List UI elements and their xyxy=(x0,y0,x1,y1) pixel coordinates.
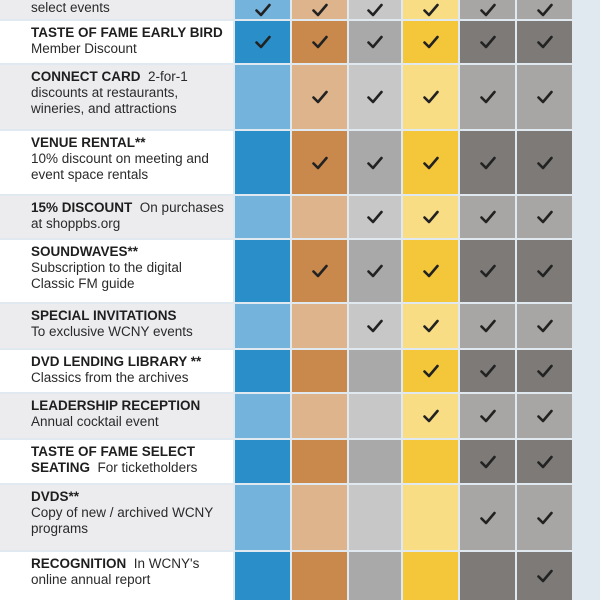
benefit-label xyxy=(0,440,233,483)
tier-cell xyxy=(235,131,290,194)
checkmark-icon xyxy=(423,210,439,224)
checkmark-icon xyxy=(480,35,496,49)
benefit-description: Annual cocktail event xyxy=(31,414,159,429)
benefit-description: 10% discount on meeting and event space rentals xyxy=(31,151,209,182)
benefit-row xyxy=(0,21,600,63)
benefit-title: VENUE RENTAL** xyxy=(31,135,146,150)
checkmark-icon xyxy=(367,90,383,104)
checkmark-icon xyxy=(537,156,553,170)
checkmark-icon xyxy=(537,210,553,224)
checkmark-icon xyxy=(537,3,553,17)
benefit-title: TASTE OF FAME SELECT SEATING xyxy=(31,444,196,475)
tier-cell xyxy=(235,0,290,19)
tier-cell xyxy=(403,240,458,302)
benefit-row xyxy=(0,65,600,129)
checkmark-icon xyxy=(480,210,496,224)
tier-cell xyxy=(349,304,401,348)
benefit-label xyxy=(0,304,233,348)
benefit-row xyxy=(0,485,600,550)
benefit-label xyxy=(0,65,233,129)
tier-cell xyxy=(517,65,572,129)
checkmark-icon xyxy=(367,319,383,333)
tier-cell xyxy=(403,65,458,129)
checkmark-icon xyxy=(480,511,496,525)
checkmark-icon xyxy=(537,569,553,583)
benefit-label xyxy=(0,21,233,63)
tier-cell xyxy=(235,440,290,483)
checkmark-icon xyxy=(367,35,383,49)
checkmark-icon xyxy=(537,90,553,104)
tier-cell xyxy=(292,485,347,550)
benefit-label xyxy=(0,196,233,238)
benefit-description: select events xyxy=(31,0,110,15)
tier-cell xyxy=(235,240,290,302)
benefit-label xyxy=(0,240,233,302)
benefit-description: Copy of new / archived WCNY programs xyxy=(31,505,214,536)
benefit-label xyxy=(0,131,233,194)
checkmark-icon xyxy=(255,3,271,17)
benefit-title: DVDS** xyxy=(31,489,80,504)
checkmark-icon xyxy=(480,364,496,378)
tier-cell xyxy=(292,196,347,238)
checkmark-icon xyxy=(423,264,439,278)
tier-cell xyxy=(517,552,572,600)
checkmark-icon xyxy=(423,90,439,104)
benefit-label xyxy=(0,350,233,392)
tier-cell xyxy=(349,552,401,600)
benefit-title: DVD LENDING LIBRARY ** xyxy=(31,354,202,369)
checkmark-icon xyxy=(423,409,439,423)
benefit-title: TASTE OF FAME EARLY BIRD xyxy=(31,25,223,40)
checkmark-icon xyxy=(423,156,439,170)
tier-cell xyxy=(349,394,401,438)
benefit-row xyxy=(0,196,600,238)
tier-cell xyxy=(460,350,515,392)
tier-cell xyxy=(460,21,515,63)
tier-cell xyxy=(517,440,572,483)
tier-cell xyxy=(517,131,572,194)
tier-cell xyxy=(517,0,572,19)
checkmark-icon xyxy=(312,264,328,278)
checkmark-icon xyxy=(537,455,553,469)
benefit-title: LEADERSHIP RECEPTION xyxy=(31,398,201,413)
tier-cell xyxy=(292,394,347,438)
tier-cell xyxy=(517,240,572,302)
tier-cell xyxy=(460,131,515,194)
tier-cell xyxy=(517,196,572,238)
benefit-row xyxy=(0,394,600,438)
benefit-description: In WCNY's online annual report xyxy=(31,556,200,587)
tier-cell xyxy=(517,304,572,348)
checkmark-icon xyxy=(367,210,383,224)
tier-cell xyxy=(403,485,458,550)
tier-cell xyxy=(235,552,290,600)
benefit-description: On purchases at shoppbs.org xyxy=(31,200,224,231)
benefit-description: Classics from the archives xyxy=(31,370,189,385)
benefit-row xyxy=(0,440,600,483)
checkmark-icon xyxy=(480,264,496,278)
tier-cell xyxy=(292,552,347,600)
tier-cell xyxy=(517,394,572,438)
tier-cell xyxy=(292,131,347,194)
checkmark-icon xyxy=(480,3,496,17)
tier-cell xyxy=(349,21,401,63)
tier-cell xyxy=(349,240,401,302)
tier-cell xyxy=(349,0,401,19)
tier-cell xyxy=(292,0,347,19)
checkmark-icon xyxy=(367,156,383,170)
tier-cell xyxy=(460,485,515,550)
tier-cell xyxy=(403,131,458,194)
tier-cell xyxy=(235,350,290,392)
checkmark-icon xyxy=(480,455,496,469)
tier-cell xyxy=(403,350,458,392)
tier-cell xyxy=(349,350,401,392)
tier-cell xyxy=(460,552,515,600)
tier-cell xyxy=(403,552,458,600)
tier-cell xyxy=(349,65,401,129)
tier-cell xyxy=(292,65,347,129)
tier-cell xyxy=(517,350,572,392)
tier-cell xyxy=(235,485,290,550)
checkmark-icon xyxy=(537,511,553,525)
checkmark-icon xyxy=(537,319,553,333)
tier-cell xyxy=(403,0,458,19)
benefit-row xyxy=(0,304,600,348)
benefit-description: Member Discount xyxy=(31,41,137,56)
tier-cell xyxy=(517,21,572,63)
tier-cell xyxy=(403,196,458,238)
tier-cell xyxy=(235,65,290,129)
checkmark-icon xyxy=(480,319,496,333)
tier-cell xyxy=(517,485,572,550)
benefit-description: 2-for-1 discounts at restaurants, wineries, and attractions xyxy=(31,69,188,116)
benefit-title: RECOGNITION xyxy=(31,556,127,571)
benefit-row xyxy=(0,350,600,392)
tier-cell xyxy=(403,304,458,348)
checkmark-icon xyxy=(537,35,553,49)
benefit-row xyxy=(0,131,600,194)
checkmark-icon xyxy=(537,409,553,423)
benefit-title: 15% DISCOUNT xyxy=(31,200,133,215)
benefit-label xyxy=(0,485,233,550)
checkmark-icon xyxy=(367,3,383,17)
tier-cell xyxy=(235,394,290,438)
tier-cell xyxy=(460,65,515,129)
tier-cell xyxy=(292,350,347,392)
tier-cell xyxy=(235,196,290,238)
tier-cell xyxy=(349,131,401,194)
tier-cell xyxy=(292,240,347,302)
checkmark-icon xyxy=(367,264,383,278)
checkmark-icon xyxy=(312,90,328,104)
benefit-description: Subscription to the digital Classic FM guide xyxy=(31,260,182,291)
tier-cell xyxy=(460,240,515,302)
tier-cell xyxy=(460,440,515,483)
checkmark-icon xyxy=(423,364,439,378)
benefit-description: For ticketholders xyxy=(97,460,198,475)
tier-cell xyxy=(349,196,401,238)
benefit-description: To exclusive WCNY events xyxy=(31,324,193,339)
tier-cell xyxy=(460,394,515,438)
checkmark-icon xyxy=(423,319,439,333)
checkmark-icon xyxy=(312,3,328,17)
checkmark-icon xyxy=(480,156,496,170)
benefit-label xyxy=(0,552,233,600)
benefit-row xyxy=(0,240,600,302)
checkmark-icon xyxy=(537,364,553,378)
tier-cell xyxy=(403,440,458,483)
tier-cell xyxy=(292,304,347,348)
checkmark-icon xyxy=(537,264,553,278)
checkmark-icon xyxy=(423,3,439,17)
checkmark-icon xyxy=(480,90,496,104)
tier-cell xyxy=(349,440,401,483)
checkmark-icon xyxy=(423,35,439,49)
tier-cell xyxy=(403,394,458,438)
benefit-label xyxy=(0,394,233,438)
tier-cell xyxy=(460,196,515,238)
tier-cell xyxy=(292,440,347,483)
checkmark-icon xyxy=(312,35,328,49)
tier-cell xyxy=(235,21,290,63)
benefit-title: SOUNDWAVES** xyxy=(31,244,139,259)
benefit-label xyxy=(0,0,233,19)
checkmark-icon xyxy=(255,35,271,49)
benefit-title: SPECIAL INVITATIONS xyxy=(31,308,177,323)
benefit-row xyxy=(0,552,600,600)
tier-cell xyxy=(235,304,290,348)
checkmark-icon xyxy=(312,156,328,170)
tier-cell xyxy=(403,21,458,63)
tier-cell xyxy=(349,485,401,550)
benefit-row xyxy=(0,0,600,19)
tier-cell xyxy=(460,304,515,348)
checkmark-icon xyxy=(480,409,496,423)
tier-cell xyxy=(460,0,515,19)
benefit-title: CONNECT CARD xyxy=(31,69,141,84)
tier-cell xyxy=(292,21,347,63)
